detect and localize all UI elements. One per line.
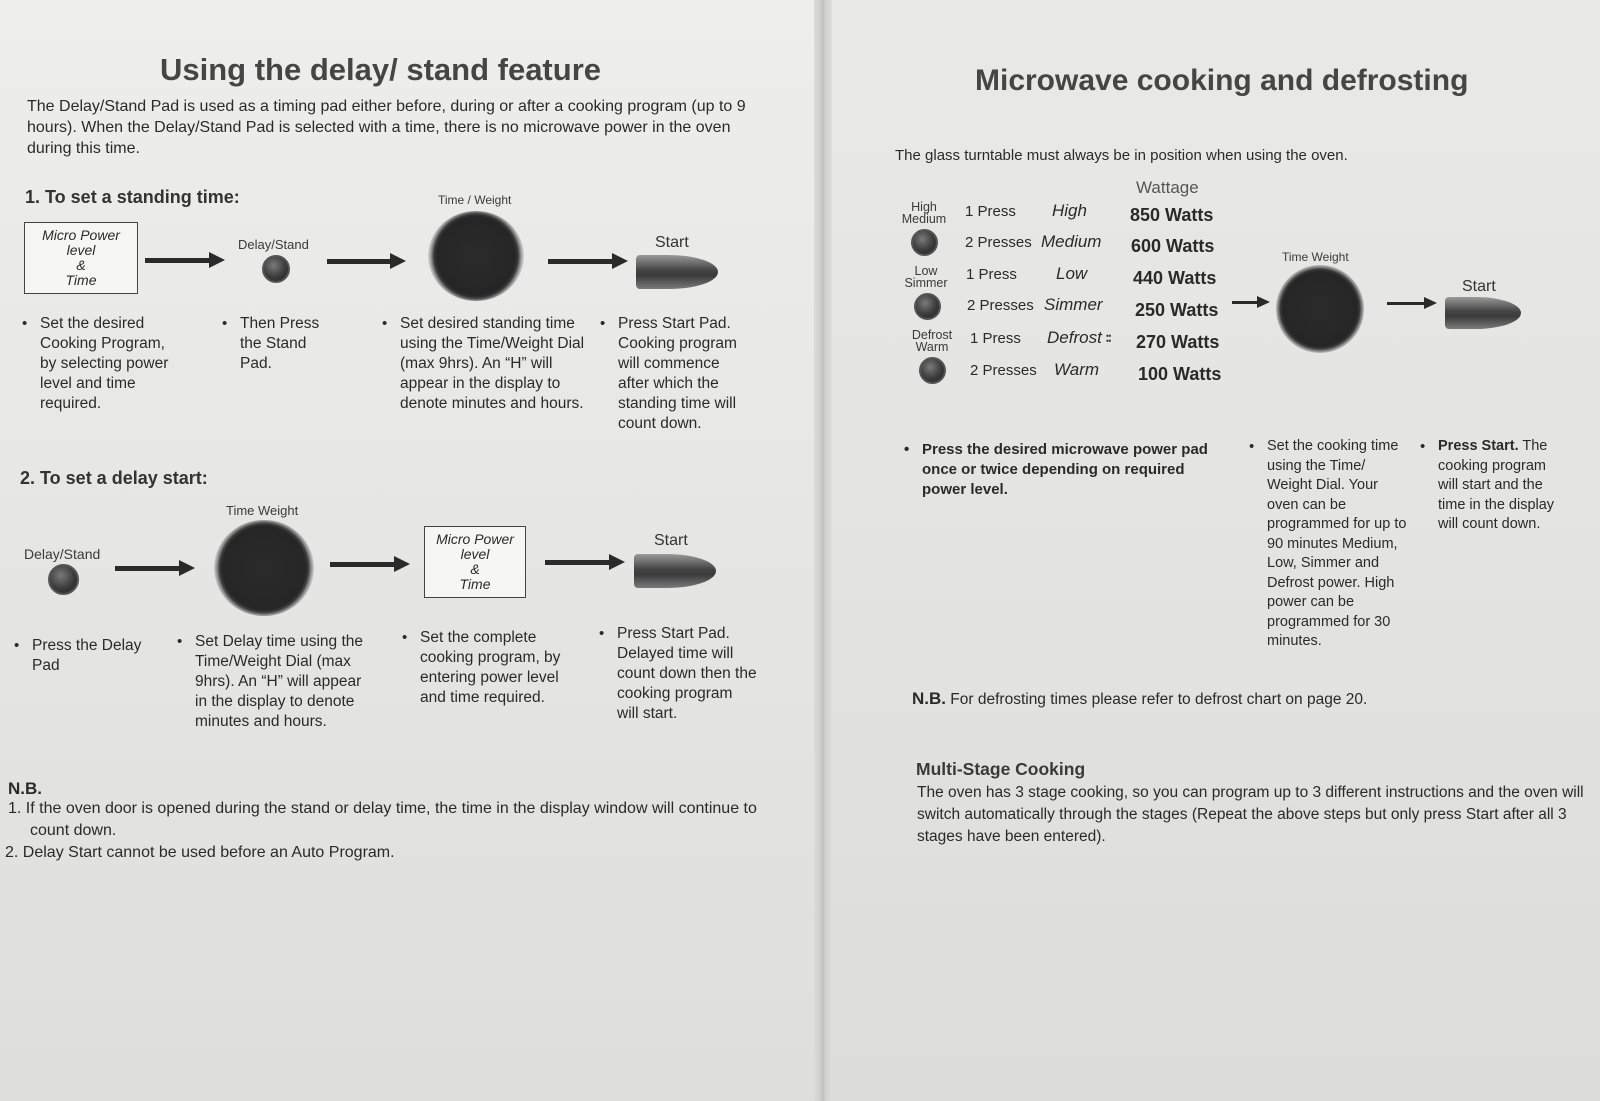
delay-pad-icon (48, 564, 79, 595)
standing-step-3 (382, 314, 585, 414)
standing-step-3-text: Set desired standing time using the Time/Weight Dial (max 9hrs). An “H” will appear in the display to denote minutes and hours. (400, 315, 585, 412)
bullet-icon: • (22, 315, 28, 332)
wattage: 850 Watts (1130, 205, 1214, 225)
power-step-1 (904, 440, 1222, 500)
box-line: Micro Power (42, 227, 120, 243)
standing-step-2-text: Then Press the Stand Pad. (240, 315, 320, 372)
delay-step-1 (14, 636, 142, 676)
arrow-icon (115, 566, 181, 571)
page-fold (814, 0, 832, 1101)
press-count: 1 Press (970, 330, 1021, 347)
arrow-icon (145, 258, 211, 263)
standing-step-4 (600, 314, 748, 434)
delay-step-4 (599, 624, 757, 724)
power-level: Medium (1041, 232, 1102, 251)
wattage: 600 Watts (1131, 236, 1215, 256)
time-weight-label: Time Weight (1282, 250, 1349, 264)
time-weight-dial-icon (1276, 265, 1364, 353)
power-level (1047, 328, 1111, 348)
bullet-icon: • (14, 637, 20, 654)
micro-power-box (424, 526, 526, 598)
press-count: 2 Presses (970, 362, 1037, 379)
low-simmer-label-line: Low Simmer (904, 264, 948, 290)
low-simmer-label (899, 265, 953, 289)
standing-step-4-text: Press Start Pad. Cooking program will commence after which the standing time will count down. (618, 315, 737, 432)
box-line: level (66, 242, 96, 258)
delay-stand-label: Delay/Stand (238, 237, 309, 252)
bullet-icon: • (1249, 438, 1255, 455)
power-step-3-text: The cooking program will start and the time in the display will count down. (1438, 438, 1555, 532)
power-step-3 (1420, 437, 1568, 535)
arrow-icon (330, 562, 396, 567)
start-label: Start (1462, 278, 1496, 295)
micro-power-box (24, 222, 138, 294)
box-line: Micro Power (436, 531, 514, 547)
press-count: 1 Press (965, 203, 1016, 220)
arrow-icon (327, 259, 392, 264)
delay-step-1-text: Press the Delay Pad (32, 637, 142, 674)
arrow-icon (1232, 301, 1258, 304)
right-nb-text: For defrosting times please refer to defrost chart on page 20. (946, 691, 1368, 708)
power-level: High (1052, 201, 1087, 220)
delay-step-3 (402, 628, 570, 708)
box-line: level (460, 546, 490, 562)
wattage: 100 Watts (1138, 364, 1222, 384)
delay-step-4-text: Press Start Pad. Delayed time will count down then the cooking program will start. (617, 625, 757, 722)
delay-step-2 (177, 632, 373, 732)
high-medium-label (897, 201, 951, 225)
right-page (826, 0, 1600, 1101)
bullet-icon: • (1420, 438, 1426, 455)
standing-step-1-text: Set the desired Cooking Program, by selecting power level and time required. (40, 315, 169, 412)
wattage: 270 Watts (1136, 332, 1220, 352)
box-line: Time (459, 576, 491, 592)
delay-start-heading: 2. To set a delay start: (20, 468, 208, 488)
defrost-warm-pad-icon (919, 357, 946, 384)
wattage: 440 Watts (1133, 268, 1217, 288)
bullet-icon: • (382, 315, 388, 332)
right-nb (912, 689, 1367, 709)
power-step-1-text: Press the desired microwave power pad once or twice depending on required power level. (922, 441, 1208, 498)
delay-stand-pad-icon (262, 255, 290, 283)
press-start-bold: Press Start. (1438, 438, 1519, 454)
arrow-icon (1387, 302, 1425, 305)
multistage-heading: Multi-Stage Cooking (916, 759, 1086, 779)
bullet-icon: • (177, 633, 183, 650)
start-label: Start (655, 234, 689, 251)
start-label: Start (654, 532, 688, 549)
left-intro: The Delay/Stand Pad is used as a timing pad either before, during or after a cooking program (up to 9 hours). When the Delay/Stand Pad is selected with a time, there is no microwave power in the oven during this time. (27, 98, 746, 157)
right-intro: The glass turntable must always be in position when using the oven. (895, 147, 1348, 164)
right-page-title: Microwave cooking and defrosting (975, 64, 1469, 97)
standing-step-2 (222, 314, 340, 374)
left-page-title: Using the delay/ stand feature (160, 52, 601, 87)
standing-step-1 (22, 314, 180, 414)
power-step-2 (1249, 437, 1412, 652)
arrow-icon (545, 560, 611, 565)
time-weight-label: Time Weight (226, 503, 299, 518)
high-medium-label-line: High Medium (901, 200, 947, 226)
bullet-icon: • (904, 441, 910, 458)
press-count: 2 Presses (965, 234, 1032, 251)
defrost-warm-label (905, 329, 959, 353)
low-simmer-pad-icon (914, 293, 941, 320)
left-nb-item-2: 2. Delay Start cannot be used before an Auto Program. (5, 844, 395, 861)
press-count: 2 Presses (967, 297, 1034, 314)
power-step-2-text: Set the cooking time using the Time/ Weight Dial. Your oven can be programmed for up to 90 minutes Medium, Low, Simmer and Defrost power. High power can be programmed for 30 minutes. (1267, 438, 1407, 649)
wattage: 250 Watts (1135, 300, 1219, 320)
high-medium-pad-icon (911, 229, 938, 256)
power-level-text: Defrost (1047, 328, 1102, 347)
bullet-icon: • (600, 315, 606, 332)
right-nb-label: N.B. (912, 689, 946, 708)
defrost-symbol-icon: ∶∶ (1105, 331, 1111, 346)
standing-time-heading: 1. To set a standing time: (25, 187, 240, 207)
defrost-warm-label-line: Defrost Warm (911, 328, 953, 354)
bullet-icon: • (402, 629, 408, 646)
power-level: Simmer (1044, 295, 1103, 314)
delay-step-3-text: Set the complete cooking program, by entering power level and time required. (420, 629, 561, 706)
box-line: & (470, 561, 480, 577)
power-level: Low (1056, 264, 1088, 283)
multistage-text: The oven has 3 stage cooking, so you can program up to 3 different instructions and the oven will switch automatically through the stages (Repeat the above steps but only press Start after all 3 stages have been entered). (917, 784, 1584, 845)
delay-step-2-text: Set Delay time using the Time/Weight Dial (max 9hrs). An “H” will appear in the display to denote minutes and hours. (195, 633, 364, 730)
power-level: Warm (1054, 360, 1100, 379)
wattage-header: Wattage (1136, 178, 1199, 197)
box-line: Time (65, 272, 97, 288)
box-line: & (76, 257, 86, 273)
time-weight-dial-icon (214, 520, 314, 616)
bullet-icon: • (222, 315, 228, 332)
left-nb-heading: N.B. (8, 779, 42, 798)
left-nb-item-1: 1. If the oven door is opened during the stand or delay time, the time in the display window will continue to count down. (8, 800, 757, 839)
press-count: 1 Press (966, 266, 1017, 283)
arrow-icon (548, 259, 614, 264)
time-weight-dial-icon (428, 211, 524, 301)
bullet-icon: • (599, 625, 605, 642)
delay-stand-label: Delay/Stand (24, 546, 101, 562)
time-weight-label: Time / Weight (438, 193, 512, 207)
